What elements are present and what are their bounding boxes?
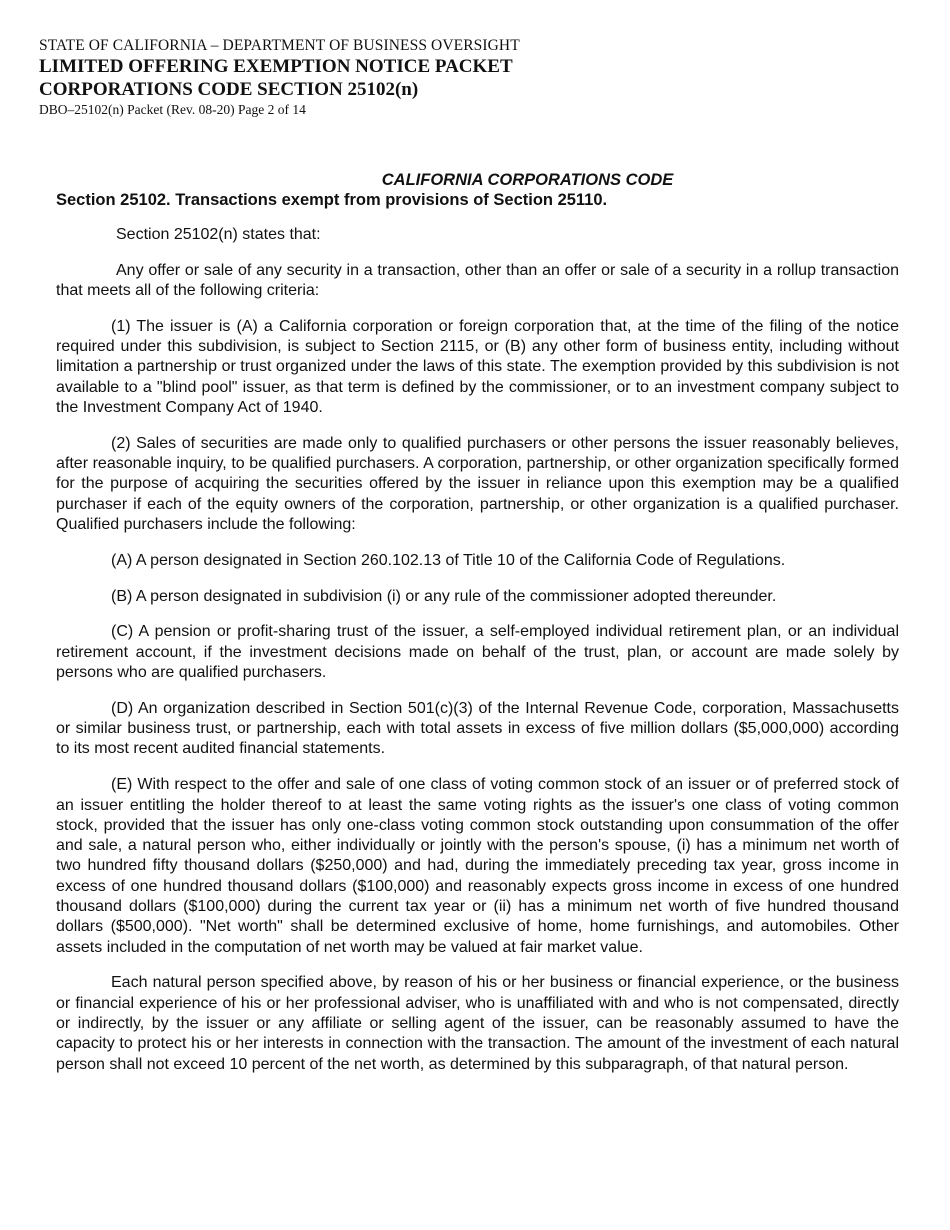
paragraph-b: (B) A person designated in subdivision (i) or any rule of the commissioner adopted thereunder. <box>111 587 777 605</box>
document-body <box>56 170 899 1090</box>
code-section-title: CORPORATIONS CODE SECTION 25102(n) <box>39 79 419 100</box>
page-header <box>39 36 520 119</box>
paragraph-e: (E) With respect to the offer and sale of one class of voting common stock of an issuer or of preferred stock of an issuer entitling the holder thereof to at least the same voting rights as the issuer's one class of voting common stock, provided that the issuer has only one-class voting common stock outstanding upon consummation of the offer and sale, a natural person who, either individually or jointly with the person's spouse, (i) has a minimum net worth of two hundred fifty thousand dollars ($250,000) and had, during the immediately preceding tax year, gross income in excess of one hundred thousand dollars ($100,000) and reasonably expects gross income in excess of one hundred thousand dollars ($100,000) during the current tax year or (ii) has a minimum net worth of five hundred thousand dollars ($500,000). "Net worth" shall be determined exclusive of home, home furnishings, and automobiles. Other assets included in the computation of net worth may be valued at fair market value. <box>56 776 899 956</box>
paragraph-natural-person: Each natural person specified above, by reason of his or her business or financial experience, or the business or financial experience of his or her professional adviser, who is unaffiliated with and who is not compensated, directly or indirectly, by the issuer or any affiliate or selling agent of the issuer, can be reasonably assumed to have the capacity to protect his or her interests in connection with the transaction. The amount of the investment of each natural person shall not exceed 10 percent of the net worth, as determined by this subparagraph, of that natural person. <box>56 974 899 1073</box>
packet-title: LIMITED OFFERING EXEMPTION NOTICE PACKET <box>39 56 513 77</box>
paragraph-criteria: Any offer or sale of any security in a transaction, other than an offer or sale of a security in a rollup transaction that meets all of the following criteria: <box>56 261 899 300</box>
section-title: Section 25102. Transactions exempt from provisions of Section 25110. <box>56 191 608 209</box>
code-title: CALIFORNIA CORPORATIONS CODE <box>381 171 674 189</box>
paragraph-intro: Section 25102(n) states that: <box>116 226 321 243</box>
form-number-page: DBO–25102(n) Packet (Rev. 08-20) Page 2 of 14 <box>39 102 306 117</box>
paragraph-c: (C) A pension or profit-sharing trust of the issuer, a self-employed individual retirement plan, or an individual retirement account, if the investment decisions made on behalf of the trust, plan, or account are made solely by persons who are qualified purchasers. <box>56 623 899 682</box>
paragraph-a: (A) A person designated in Section 260.102.13 of Title 10 of the California Code of Regulations. <box>111 551 786 569</box>
agency-name: STATE OF CALIFORNIA – DEPARTMENT OF BUSINESS OVERSIGHT <box>39 37 520 54</box>
paragraph-d: (D) An organization described in Section 501(c)(3) of the Internal Revenue Code, corporation, Massachusetts or similar business trust, or partnership, each with total assets in excess of five million dollars ($5,000,000) according to its most recent audited financial statements. <box>56 699 899 758</box>
paragraph-1: (1) The issuer is (A) a California corporation or foreign corporation that, at the time of the filing of the notice required under this subdivision, is subject to Section 2115, or (B) any other form of business entity, including without limitation a partnership or trust organized under the laws of this state. The exemption provided by this subdivision is not available to a "blind pool" issuer, as that term is defined by the commissioner, or to an investment company subject to the Investment Company Act of 1940. <box>56 317 899 417</box>
paragraph-2: (2) Sales of securities are made only to qualified purchasers or other persons the issuer reasonably believes, after reasonable inquiry, to be qualified purchasers. A corporation, partnership, or other organization specifically formed for the purpose of acquiring the securities offered by the issuer in reliance upon this exemption may be a qualified purchaser if each of the equity owners of the corporation, partnership, or other organization is a qualified purchaser. Qualified purchasers include the following: <box>56 434 899 534</box>
